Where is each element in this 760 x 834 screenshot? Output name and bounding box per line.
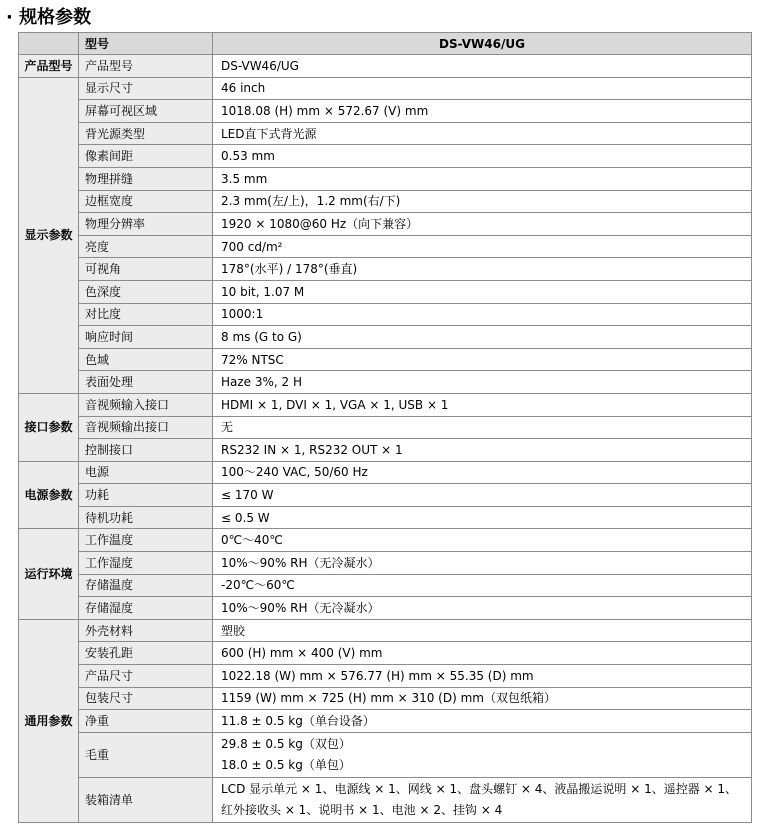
table-row bbox=[19, 393, 752, 416]
category-cell: 显示参数 bbox=[19, 77, 79, 393]
param-value: 塑胶 bbox=[213, 619, 752, 642]
param-value-line: 29.8 ± 0.5 kg（双包） bbox=[221, 736, 351, 751]
table-row bbox=[19, 439, 752, 462]
param-value: 无 bbox=[213, 416, 752, 439]
param-label: 外壳材料 bbox=[79, 619, 213, 642]
param-value: 8 ms (G to G) bbox=[213, 326, 752, 349]
table-row bbox=[19, 552, 752, 575]
param-value: ≤ 0.5 W bbox=[213, 506, 752, 529]
table-row bbox=[19, 619, 752, 642]
category-cell: 通用参数 bbox=[19, 619, 79, 822]
param-label: 毛重 bbox=[79, 732, 213, 777]
param-value: -20℃～60℃ bbox=[213, 574, 752, 597]
param-value: 1159 (W) mm × 725 (H) mm × 310 (D) mm（双包纸箱） bbox=[213, 687, 752, 710]
table-row bbox=[19, 371, 752, 394]
param-value: LED直下式背光源 bbox=[213, 122, 752, 145]
param-label: 包装尺寸 bbox=[79, 687, 213, 710]
param-label: 装箱清单 bbox=[79, 778, 213, 823]
table-row bbox=[19, 303, 752, 326]
param-value: DS-VW46/UG bbox=[213, 55, 752, 78]
table-row bbox=[19, 597, 752, 620]
param-value: 72% NTSC bbox=[213, 348, 752, 371]
header-empty-cell bbox=[19, 33, 79, 55]
param-label: 色域 bbox=[79, 348, 213, 371]
param-value: 1000:1 bbox=[213, 303, 752, 326]
param-value: 11.8 ± 0.5 kg（单台设备） bbox=[213, 710, 752, 733]
param-value-line: 红外接收头 × 1、说明书 × 1、电池 × 2、挂钩 × 4 bbox=[221, 803, 503, 818]
table-row bbox=[19, 100, 752, 123]
param-value: 1018.08 (H) mm × 572.67 (V) mm bbox=[213, 100, 752, 123]
param-value: 10%～90% RH（无冷凝水） bbox=[213, 552, 752, 575]
param-label: 净重 bbox=[79, 710, 213, 733]
param-label: 亮度 bbox=[79, 235, 213, 258]
param-value: 0.53 mm bbox=[213, 145, 752, 168]
param-label: 产品尺寸 bbox=[79, 665, 213, 688]
param-value: 10%～90% RH（无冷凝水） bbox=[213, 597, 752, 620]
table-row bbox=[19, 77, 752, 100]
table-row bbox=[19, 687, 752, 710]
param-label: 存储湿度 bbox=[79, 597, 213, 620]
param-value bbox=[213, 778, 752, 823]
table-row bbox=[19, 506, 752, 529]
param-label: 存储温度 bbox=[79, 574, 213, 597]
param-label: 表面处理 bbox=[79, 371, 213, 394]
table-row bbox=[19, 529, 752, 552]
param-label: 功耗 bbox=[79, 484, 213, 507]
param-label: 控制接口 bbox=[79, 439, 213, 462]
param-label: 产品型号 bbox=[79, 55, 213, 78]
param-label: 物理拼缝 bbox=[79, 167, 213, 190]
param-label: 色深度 bbox=[79, 280, 213, 303]
category-cell: 产品型号 bbox=[19, 55, 79, 78]
param-value bbox=[213, 732, 752, 777]
table-row bbox=[19, 710, 752, 733]
param-label: 工作温度 bbox=[79, 529, 213, 552]
table-row bbox=[19, 190, 752, 213]
header-label: 型号 bbox=[79, 33, 213, 55]
param-label: 背光源类型 bbox=[79, 122, 213, 145]
table-row bbox=[19, 213, 752, 236]
param-label: 响应时间 bbox=[79, 326, 213, 349]
param-label: 像素间距 bbox=[79, 145, 213, 168]
spec-table bbox=[18, 32, 752, 823]
param-value: 46 inch bbox=[213, 77, 752, 100]
table-header-row bbox=[19, 33, 752, 55]
category-cell: 运行环境 bbox=[19, 529, 79, 619]
param-value: Haze 3%, 2 H bbox=[213, 371, 752, 394]
param-label: 物理分辨率 bbox=[79, 213, 213, 236]
param-value: HDMI × 1, DVI × 1, VGA × 1, USB × 1 bbox=[213, 393, 752, 416]
table-row bbox=[19, 235, 752, 258]
category-cell: 电源参数 bbox=[19, 461, 79, 529]
param-label: 音视频输入接口 bbox=[79, 393, 213, 416]
table-row bbox=[19, 461, 752, 484]
param-value-line: 18.0 ± 0.5 kg（单包） bbox=[221, 757, 351, 772]
table-row bbox=[19, 574, 752, 597]
param-value: 100～240 VAC, 50/60 Hz bbox=[213, 461, 752, 484]
table-row bbox=[19, 348, 752, 371]
category-cell: 接口参数 bbox=[19, 393, 79, 461]
param-value: 600 (H) mm × 400 (V) mm bbox=[213, 642, 752, 665]
section-title: · 规格参数 bbox=[6, 7, 92, 28]
param-value-line: LCD 显示单元 × 1、电源线 × 1、网线 × 1、盘头螺钉 × 4、液晶搬运说明 × 1、遥控器 × 1、 bbox=[221, 782, 738, 797]
table-row bbox=[19, 732, 752, 777]
param-label: 显示尺寸 bbox=[79, 77, 213, 100]
table-row bbox=[19, 258, 752, 281]
table-row bbox=[19, 167, 752, 190]
table-row bbox=[19, 416, 752, 439]
param-label: 边框宽度 bbox=[79, 190, 213, 213]
table-row bbox=[19, 280, 752, 303]
param-value: 1022.18 (W) mm × 576.77 (H) mm × 55.35 (D) mm bbox=[213, 665, 752, 688]
param-value: 0℃～40℃ bbox=[213, 529, 752, 552]
param-value: 700 cd/m² bbox=[213, 235, 752, 258]
param-value: 10 bit, 1.07 M bbox=[213, 280, 752, 303]
header-model: DS-VW46/UG bbox=[213, 33, 752, 55]
spec-body bbox=[19, 55, 752, 823]
param-value: ≤ 170 W bbox=[213, 484, 752, 507]
param-label: 安装孔距 bbox=[79, 642, 213, 665]
table-row bbox=[19, 55, 752, 78]
param-label: 电源 bbox=[79, 461, 213, 484]
table-row bbox=[19, 326, 752, 349]
param-label: 工作湿度 bbox=[79, 552, 213, 575]
param-label: 屏幕可视区域 bbox=[79, 100, 213, 123]
param-value: 2.3 mm(左/上)，1.2 mm(右/下) bbox=[213, 190, 752, 213]
param-label: 对比度 bbox=[79, 303, 213, 326]
table-row bbox=[19, 778, 752, 823]
param-value: RS232 IN × 1, RS232 OUT × 1 bbox=[213, 439, 752, 462]
table-row bbox=[19, 642, 752, 665]
param-value: 3.5 mm bbox=[213, 167, 752, 190]
param-label: 待机功耗 bbox=[79, 506, 213, 529]
param-value: 178°(水平) / 178°(垂直) bbox=[213, 258, 752, 281]
param-value: 1920 × 1080@60 Hz（向下兼容） bbox=[213, 213, 752, 236]
param-label: 音视频输出接口 bbox=[79, 416, 213, 439]
table-row bbox=[19, 484, 752, 507]
param-label: 可视角 bbox=[79, 258, 213, 281]
table-row bbox=[19, 145, 752, 168]
table-row bbox=[19, 665, 752, 688]
table-row bbox=[19, 122, 752, 145]
